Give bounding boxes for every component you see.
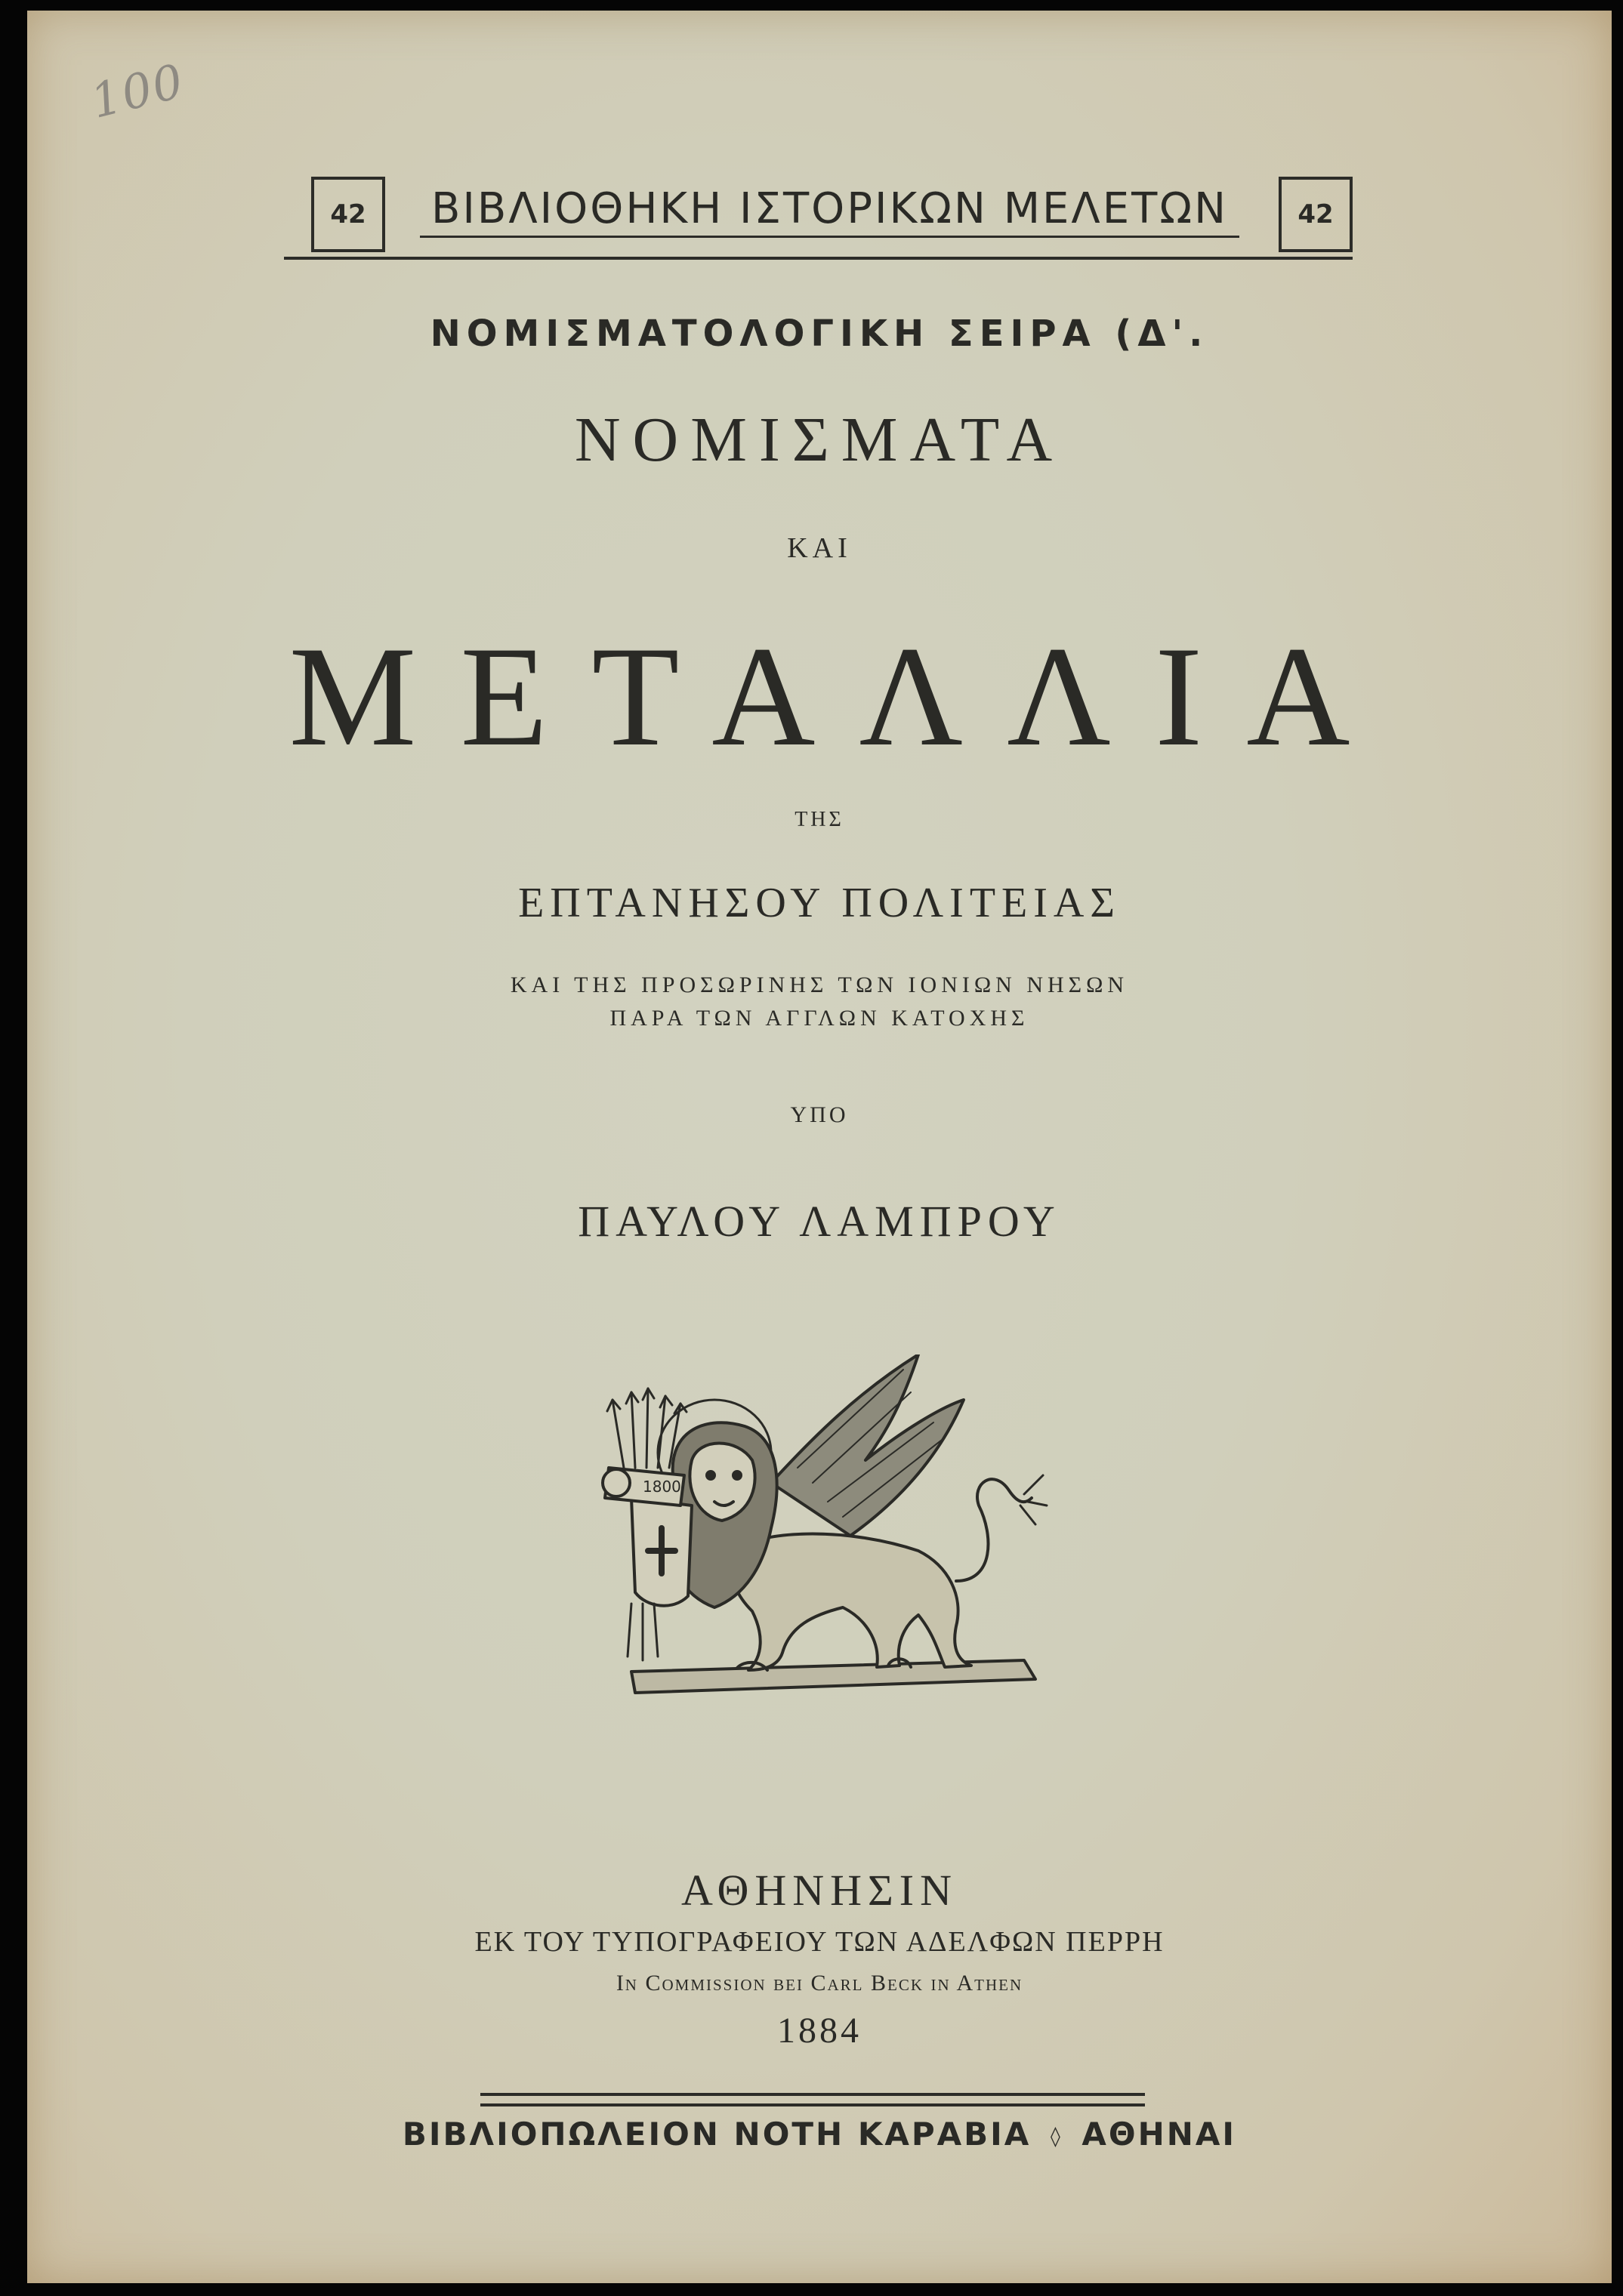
subseries-title: ΝΟΜΙΣΜΑΤΟΛΟΓΙΚΗ ΣΕΙΡΑ (Δ'.: [430, 313, 1209, 355]
title-conjunction: ΚΑΙ: [787, 532, 852, 564]
emblem-book-year: 1800: [643, 1478, 681, 1496]
publication-year: 1884: [777, 2011, 862, 2051]
author-name: ΠΑΥΛΟΥ ΛΑΜΠΡΟΥ: [578, 1197, 1061, 1246]
republic-name: ΕΠΤΑΝΗΣΟΥ ΠΟΛΙΤΕΙΑΣ: [518, 880, 1121, 926]
series-header: [284, 169, 1353, 260]
title-line-1: ΝΟΜΙΣΜΑΤΑ: [574, 405, 1065, 475]
winged-lion-icon: [601, 1354, 1054, 1709]
bottom-rule-lower: [480, 2103, 1145, 2106]
by-label: ΥΠΟ: [790, 1102, 849, 1127]
series-number-left: 42: [311, 177, 385, 252]
diamond-separator-icon: ◊: [1050, 2125, 1063, 2148]
series-title: ΒΙΒΛΙΟΘΗΚΗ ΙΣΤΟΡΙΚΩΝ ΜΕΛΕΤΩΝ: [430, 184, 1229, 233]
series-title-underline: [420, 236, 1239, 238]
book-cover: [27, 11, 1612, 2283]
bookseller-city: ΑΘΗΝΑΙ: [1081, 2116, 1237, 2153]
printer-line: ΕΚ ΤΟΥ ΤΥΠΟΓΡΑΦΕΙΟΥ ΤΩΝ ΑΔΕΛΦΩΝ ΠΕΡΡΗ: [474, 1926, 1165, 1958]
publication-city: ΑΘΗΝΗΣΙΝ: [680, 1866, 958, 1915]
title-article: ΤΗΣ: [795, 808, 844, 831]
bookseller-line: [27, 2116, 1612, 2153]
subtitle-line-2: ΠΑΡΑ ΤΩΝ ΑΓΓΛΩΝ ΚΑΤΟΧΗΣ: [609, 1006, 1029, 1031]
bottom-rule-upper: [480, 2093, 1145, 2096]
pencil-annotation: 100: [85, 53, 190, 129]
bookseller-name: ΒΙΒΛΙΟΠΩΛΕΙΟΝ ΝΟΤΗ ΚΑΡΑΒΙΑ: [402, 2116, 1032, 2153]
title-line-2: ΜΕΤΑΛΛΙΑ: [288, 618, 1394, 776]
series-number-right: 42: [1279, 177, 1353, 252]
subtitle-line-1: ΚΑΙ ΤΗΣ ΠΡΟΣΩΡΙΝΗΣ ΤΩΝ ΙΟΝΙΩΝ ΝΗΣΩΝ: [510, 972, 1129, 997]
commission-line: In Commission bei Carl Beck in Athen: [616, 1971, 1023, 1996]
